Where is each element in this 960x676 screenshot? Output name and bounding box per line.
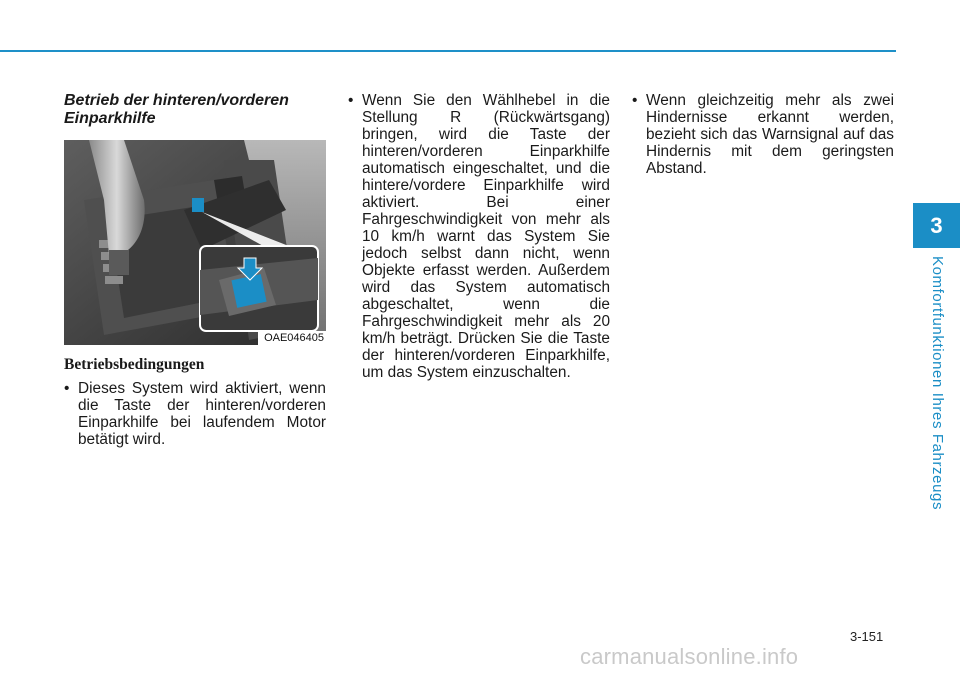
column-1 <box>64 92 326 448</box>
header-rule <box>0 50 896 52</box>
chapter-title: Komfortfunktionen Ihres Fahrzeugs <box>929 256 946 511</box>
list-item: • Wenn gleichzeitig mehr als zwei Hindernisse erkannt werden, bezieht sich das Warnsignal auf das Hindernis mit dem geringsten Abstand. <box>632 92 894 177</box>
chapter-tab[interactable] <box>913 203 960 248</box>
figure-parking-assist <box>64 140 326 345</box>
bullet-list-2 <box>348 92 610 381</box>
list-item: • Dieses System wird aktiviert, wenn die Taste der hinteren/vorderen Einparkhilfe bei laufendem Motor betätigt wird. <box>64 380 326 448</box>
gear-shifter-illustration <box>64 140 326 345</box>
conditions-heading: Betriebsbedingungen <box>64 356 205 373</box>
bullet-list-3 <box>632 92 894 177</box>
list-item: • Wenn Sie den Wählhebel in die Stellung R (Rückwärtsgang) bringen, wird die Taste der hinteren/vorderen Einparkhilfe automatisch eingeschaltet, und die hintere/vordere Einparkhilfe wird aktiviert. Bei einer Fahrgeschwindigkeit von mehr als 10 km/h warnt das System Sie jedoch selbst dann nicht, wenn Objekte erfasst werden. Außerdem wird das System automatisch abgeschaltet, wenn die Fahrgeschwindigkeit mehr als 20 km/h beträgt. Drücken Sie die Taste der hinteren/vorderen Einparkhilfe, um das System einzuschalten. <box>348 92 610 381</box>
chapter-number: 3 <box>930 212 943 238</box>
figure-code: OAE046405 <box>258 331 326 345</box>
page-number: 3-151 <box>850 629 884 644</box>
bullet-list-1 <box>64 380 326 448</box>
column-2 <box>348 92 610 381</box>
column-3 <box>632 92 894 177</box>
section-title: Betrieb der hinteren/vorderen Einparkhilfe <box>64 92 289 127</box>
watermark: carmanualsonline.info <box>580 644 799 669</box>
